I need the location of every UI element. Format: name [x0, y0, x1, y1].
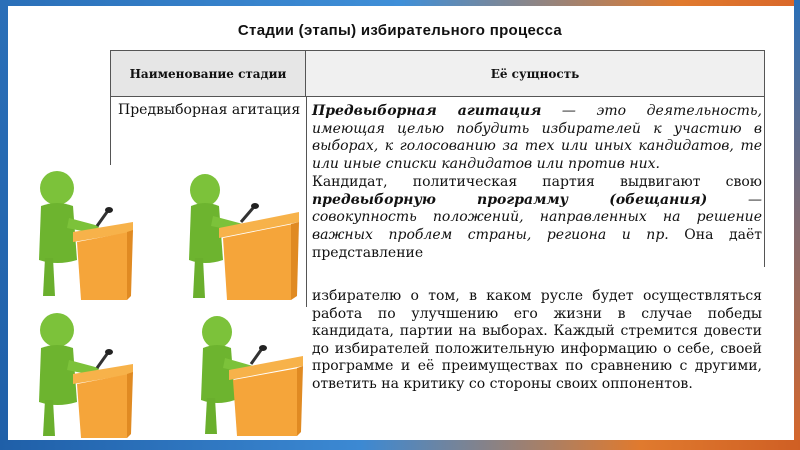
table-divider-middle	[306, 97, 307, 307]
essence-program-tail: Она даёт представление	[312, 226, 762, 261]
essence-continuation: избирателю о том, в каком русле будет осуществляться работа по улучшению его жизни в случае победы кандидата, партии на выборах. Каждый стремится довести до избирателей положительную информацию о себе, своей программе и её преимуществах по сравнению с другими, ответить на критику со стороны своих оппонентов.	[312, 288, 762, 392]
table-divider-right	[764, 97, 765, 267]
essence-definition: — это деятельность, имеющая целью побудить избирателей к участию в выборах, к голосованию за тех или иных кандидатов, те или иные списки кандидатов или против них.	[312, 103, 762, 173]
speaker-podium-illustration-2	[183, 172, 303, 304]
stage-cell: Предвыборная агитация	[118, 102, 301, 118]
essence-program-term: предвыборную программу (обещания)	[312, 191, 708, 208]
speaker-podium-illustration-3	[25, 312, 137, 442]
essence-program-intro: Кандидат, политическая партия выдвигают свою	[312, 173, 762, 190]
table-divider-left	[110, 97, 111, 165]
essence-term: Предвыборная агитация	[312, 103, 542, 119]
right-border	[794, 0, 800, 450]
header-stage-name: Наименование стадии	[110, 50, 306, 97]
slide-title: Стадии (этапы) избирательного процесса	[237, 22, 563, 39]
left-border	[0, 0, 8, 450]
essence-cell	[312, 103, 762, 262]
header-essence: Её сущность	[306, 50, 765, 97]
speaker-podium-illustration-4	[195, 312, 307, 440]
essence-program-definition: — совокупность положений, направленных на решение важных проблем страны, региона и пр.	[312, 191, 762, 243]
speaker-podium-illustration-1	[25, 170, 137, 302]
top-border	[0, 0, 800, 6]
